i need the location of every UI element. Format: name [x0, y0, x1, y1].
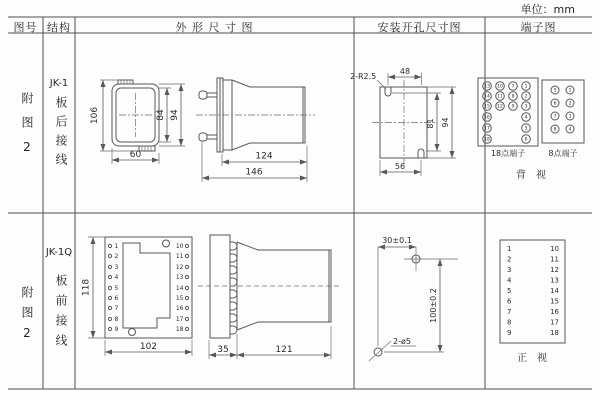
header-terminal: 端子图: [520, 21, 557, 34]
box-pin: 16: [550, 308, 559, 316]
header-structure: 结构: [47, 21, 71, 34]
terminal8-caption: 8点端子: [548, 149, 578, 158]
terminal18-caption: 18点端子: [490, 149, 526, 158]
row2-figure-label: 附图2: [20, 286, 34, 348]
front-pin: 9: [114, 326, 119, 334]
front-pin: 17: [175, 316, 184, 324]
terminal-pin: 3: [524, 104, 528, 110]
header-outline: 外 形 尺 寸 图: [175, 21, 254, 34]
dim-label-front-outer-height: 94: [170, 109, 180, 121]
terminal-pin: 8: [511, 94, 515, 100]
terminal-block-18: [478, 78, 538, 146]
terminal-pin: 6: [524, 137, 528, 143]
dim-label-front-inner-height: 84: [156, 109, 166, 121]
box-pin: 14: [550, 287, 559, 295]
box-pin: 2: [507, 255, 512, 264]
box-pin: 15: [550, 297, 559, 306]
front-pin: 12: [175, 264, 184, 272]
dim-label-slot-span-h: 48: [399, 67, 411, 76]
terminal-pin: 2: [524, 94, 528, 100]
dim-label-side-total: 146: [245, 167, 263, 178]
dim-label-slot-spec: 2-R2.5: [350, 72, 377, 81]
box-pin: 17: [550, 318, 559, 327]
dim-label-hole-span-h: 30±0.1: [382, 236, 412, 245]
terminal-pin: 8: [553, 127, 557, 133]
jk1-side-dimensions: [202, 142, 307, 182]
table-grid: [8, 17, 592, 389]
jk1-front-view: [112, 80, 159, 151]
front-pin: 18: [175, 326, 184, 334]
row2-view-label: 正 视: [517, 353, 547, 364]
row1-model-label: JK-1: [49, 78, 69, 89]
terminal-pin: 1: [524, 84, 528, 90]
box-pin: 11: [550, 255, 559, 264]
front-pin: 15: [175, 295, 184, 303]
terminal-pin: 6: [553, 101, 557, 107]
jk1q-side-dimensions: [209, 326, 331, 359]
front-pin: 3: [114, 264, 119, 272]
front-pin: 14: [175, 285, 184, 293]
box-pin: 12: [550, 266, 559, 274]
front-pin: 1: [114, 243, 119, 251]
box-pin: 4: [507, 276, 512, 285]
dim-label-front-width: 60: [129, 150, 142, 160]
front-pin: 4: [114, 274, 119, 282]
front-pin: 5: [114, 285, 119, 293]
jk1-mounting-dimensions: [350, 67, 456, 176]
unit-label: 单位：mm: [520, 3, 575, 16]
dim-label-cutout-height: 94: [441, 117, 450, 128]
row1-view-label: 背 视: [516, 170, 546, 181]
dim-label-cutout-width: 56: [394, 162, 406, 171]
row2-wiring-label: 板前接线: [54, 274, 68, 354]
terminal-pin: 10: [497, 84, 503, 90]
box-pin: 9: [507, 329, 512, 337]
dim-label-flange-depth: 35: [217, 345, 229, 355]
terminal-pin: 18: [484, 137, 490, 143]
terminal-pin: 2: [568, 101, 572, 107]
front-pin: 7: [114, 305, 119, 313]
terminal-block-8: [542, 80, 584, 143]
front-pin: 13: [175, 274, 184, 282]
terminal-pin: 15: [484, 104, 490, 110]
front-pin: 8: [114, 316, 119, 324]
terminal-pin: 16: [484, 115, 490, 121]
dim-label-body-depth: 121: [275, 345, 293, 355]
jk1q-terminal-box: [500, 240, 565, 343]
terminal-pin: 5: [553, 88, 557, 94]
jk1-front-dimensions: [90, 80, 185, 164]
terminal-pin: 5: [524, 126, 528, 132]
box-pin: 7: [507, 308, 512, 316]
front-pin: 10: [175, 243, 184, 251]
dim-label-side-body: 124: [255, 151, 273, 162]
dim-label-front-height: 106: [90, 106, 100, 125]
box-pin: 18: [550, 329, 559, 337]
box-pin: 5: [507, 287, 512, 295]
terminal-pin: 4: [568, 127, 572, 133]
front-pin: 2: [114, 253, 119, 261]
box-pin: 3: [507, 266, 512, 274]
front-pin: 11: [175, 253, 184, 261]
box-pin: 1: [507, 245, 512, 253]
jk1q-mounting-dimensions: [378, 236, 444, 352]
box-pin: 6: [507, 297, 512, 306]
dim-label-q-width: 102: [139, 342, 158, 352]
terminal-pin: 9: [511, 104, 515, 110]
header-mounting: 安装开孔尺寸图: [377, 21, 462, 34]
box-pin: 13: [550, 276, 559, 285]
row2-model-label: JK-1Q: [45, 247, 73, 258]
box-pin: 8: [507, 318, 512, 327]
front-pin: 16: [175, 305, 184, 313]
front-pin: 6: [114, 295, 119, 303]
terminal-pin: 3: [568, 114, 572, 120]
terminal-pin: 7: [553, 114, 557, 120]
dim-label-hole-span-v: 100±0.2: [429, 288, 438, 323]
header-figure: 图号: [13, 21, 38, 34]
dim-label-q-height: 118: [81, 278, 92, 297]
terminal-pin: 4: [524, 115, 528, 121]
jk1q-mounting-holes: [369, 247, 458, 361]
terminal-pin: 13: [484, 84, 490, 90]
terminal-pin: 11: [497, 94, 503, 100]
dim-label-hole-spec: 2-ø5: [393, 337, 411, 346]
jk1-side-view: [196, 78, 315, 152]
row1-wiring-label: 板后接线: [54, 96, 68, 172]
jk1q-front-view: [105, 237, 192, 338]
terminal-pin: 12: [497, 104, 503, 110]
terminal-pin: 1: [568, 88, 572, 94]
jk1q-side-view: [198, 235, 340, 338]
dim-label-slot-span-v: 81: [426, 118, 435, 129]
box-pin: 10: [550, 245, 559, 253]
terminal-pin: 17: [484, 126, 490, 132]
terminal-pin: 7: [511, 84, 515, 90]
row1-figure-label: 附图2: [20, 92, 34, 166]
terminal-pin: 14: [484, 94, 490, 100]
